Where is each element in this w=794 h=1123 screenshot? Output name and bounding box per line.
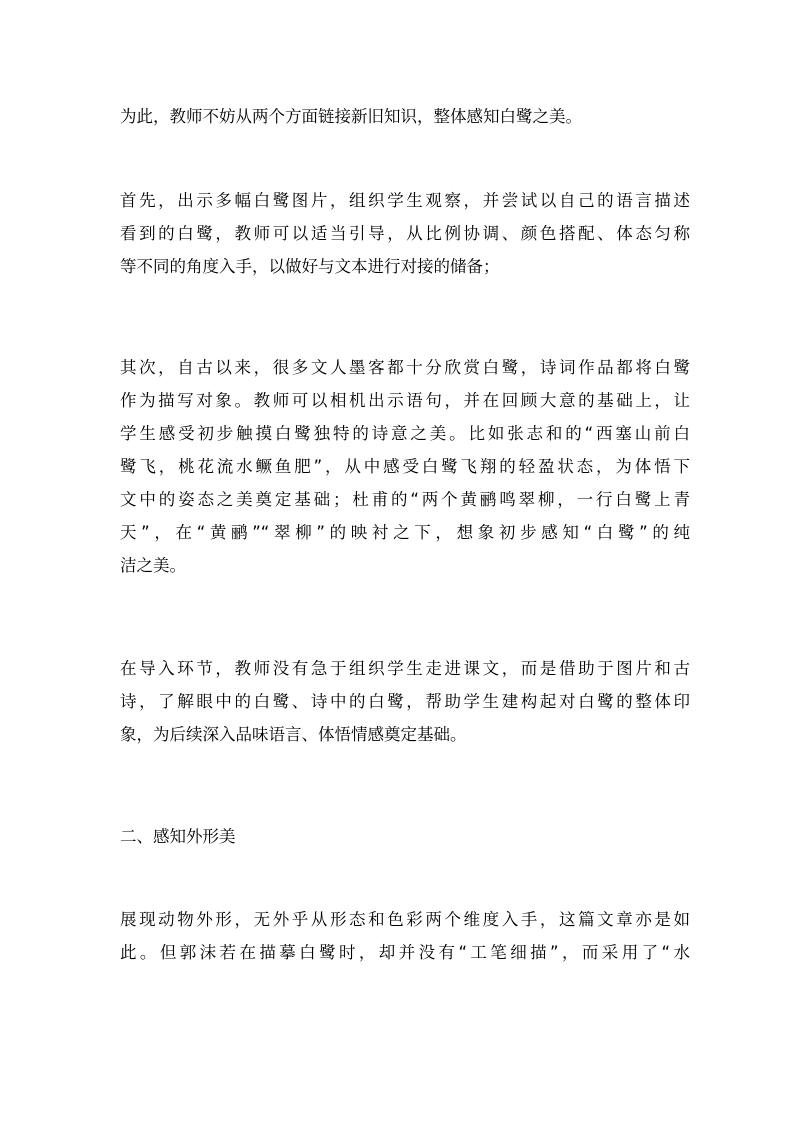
- paragraph-line: 诗，了解眼中的白鹭、诗中的白鹭，帮助学生建构起对白鹭的整体印: [120, 692, 690, 711]
- paragraph-line: 首先，出示多幅白鹭图片，组织学生观察，并尝试以自己的语言描述: [120, 191, 690, 210]
- paragraph-line: 洁之美。: [120, 556, 186, 575]
- paragraph-2: [120, 184, 690, 283]
- paragraph-line: 学生感受初步触摸白鹭独特的诗意之美。比如张志和的“西塞山前白: [120, 424, 690, 443]
- paragraph-line: 在导入环节，教师没有急于组织学生走进课文，而是借助于图片和古: [120, 659, 690, 678]
- section-heading-line: 二、感知外形美: [120, 827, 236, 846]
- paragraph-line: 文中的姿态之美奠定基础；杜甫的“两个黄鹂鸣翠柳，一行白鹭上青: [120, 490, 690, 509]
- paragraph-line: 鹭飞，桃花流水鳜鱼肥”，从中感受白鹭飞翔的轻盈状态，为体悟下: [120, 457, 690, 476]
- paragraph-line: 天”，在“黄鹂”“翠柳”的映衬之下，想象初步感知“白鹭”的纯: [120, 523, 690, 542]
- paragraph-4: [120, 652, 690, 751]
- paragraph-3: [120, 351, 690, 582]
- paragraph-line: 作为描写对象。教师可以相机出示语句，并在回顾大意的基础上，让: [120, 391, 690, 410]
- paragraph-line: 象，为后续深入品味语言、体悟情感奠定基础。: [120, 725, 467, 744]
- paragraph-6: [120, 903, 690, 969]
- paragraph-line: 为此，教师不妨从两个方面链接新旧知识，整体感知白鹭之美。: [120, 107, 582, 126]
- paragraph-line: 看到的白鹭，教师可以适当引导，从比例协调、颜色搭配、体态匀称: [120, 224, 690, 243]
- paragraph-line: 展现动物外形，无外乎从形态和色彩两个维度入手，这篇文章亦是如: [120, 910, 690, 929]
- paragraph-line: 等不同的角度入手，以做好与文本进行对接的储备；: [120, 257, 500, 276]
- paragraph-1: [120, 100, 690, 133]
- section-heading: [120, 820, 690, 853]
- paragraph-line: 此。但郭沫若在描摹白鹭时，却并没有“工笔细描”，而采用了“水: [120, 943, 690, 962]
- paragraph-line: 其次，自古以来，很多文人墨客都十分欣赏白鹭，诗词作品都将白鹭: [120, 358, 690, 377]
